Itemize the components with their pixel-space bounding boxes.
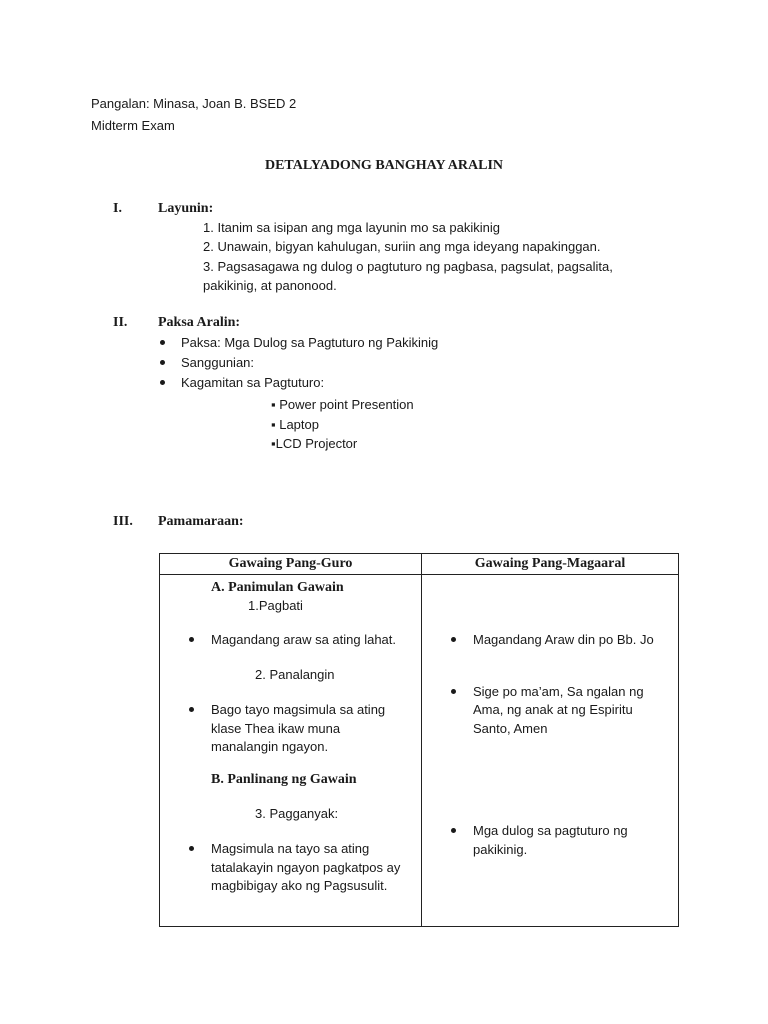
bullet-icon bbox=[160, 380, 165, 385]
student-answer-line-2: pakikinig. bbox=[473, 842, 528, 857]
part-a-heading: A. Panimulan Gawain bbox=[211, 580, 344, 595]
step-1-label: 1.Pagbati bbox=[248, 598, 303, 613]
bullet-icon bbox=[189, 707, 194, 712]
bullet-icon bbox=[160, 340, 165, 345]
topic-item: Paksa: Mga Dulog sa Pagtuturo ng Pakikinig bbox=[181, 335, 439, 350]
teacher-motivation-line-1: Magsimula na tayo sa ating bbox=[211, 841, 370, 856]
objective-3-continued: pakikinig, at panonood. bbox=[203, 278, 337, 293]
material-projector: ▪LCD Projector bbox=[271, 436, 358, 451]
bullet-icon bbox=[451, 828, 456, 833]
student-prayer-line-3: Santo, Amen bbox=[473, 721, 548, 736]
material-powerpoint: ▪ Power point Presention bbox=[271, 397, 414, 412]
reference-item: Sanggunian: bbox=[181, 355, 255, 370]
bullet-icon bbox=[189, 846, 194, 851]
procedure-table bbox=[159, 553, 679, 927]
material-laptop: ▪ Laptop bbox=[271, 417, 319, 432]
section-3-heading: Pamamaraan: bbox=[158, 514, 244, 529]
step-2-label: 2. Panalangin bbox=[255, 667, 335, 682]
objective-1: 1. Itanim sa isipan ang mga layunin mo sa pakikinig bbox=[203, 220, 500, 235]
bullet-icon bbox=[160, 360, 165, 365]
exam-label: Midterm Exam bbox=[91, 118, 175, 133]
section-1-heading: Layunin: bbox=[158, 201, 214, 216]
section-3-numeral: III. bbox=[113, 514, 133, 529]
student-prayer-line-1: Sige po ma’am, Sa ngalan ng bbox=[473, 684, 644, 699]
student-prayer-line-2: Ama, ng anak at ng Espiritu bbox=[473, 702, 633, 717]
bullet-icon bbox=[451, 637, 456, 642]
student-greeting: Magandang Araw din po Bb. Jo bbox=[473, 632, 654, 647]
teacher-motivation-line-2: tatalakayin ngayon pagkatpos ay bbox=[211, 860, 401, 875]
bullet-icon bbox=[451, 689, 456, 694]
document-title: DETALYADONG BANGHAY ARALIN bbox=[264, 158, 504, 173]
teacher-prayer-line-2: klase Thea ikaw muna bbox=[211, 721, 341, 736]
student-answer-line-1: Mga dulog sa pagtuturo ng bbox=[473, 823, 628, 838]
materials-item: Kagamitan sa Pagtuturo: bbox=[181, 375, 325, 390]
section-1-numeral: I. bbox=[113, 201, 122, 216]
teacher-activities-cell bbox=[160, 575, 422, 927]
student-column-header: Gawaing Pang-Magaaral bbox=[422, 554, 679, 575]
section-2-numeral: II. bbox=[113, 315, 128, 330]
bullet-icon bbox=[189, 637, 194, 642]
part-b-heading: B. Panlinang ng Gawain bbox=[211, 772, 357, 787]
student-name-line: Pangalan: Minasa, Joan B. BSED 2 bbox=[91, 96, 297, 111]
section-2-heading: Paksa Aralin: bbox=[158, 315, 241, 330]
teacher-motivation-line-3: magbibigay ako ng Pagsusulit. bbox=[211, 878, 388, 893]
objective-2: 2. Unawain, bigyan kahulugan, suriin ang mga ideyang napakinggan. bbox=[203, 239, 601, 254]
student-activities-cell bbox=[422, 575, 679, 927]
step-3-label: 3. Pagganyak: bbox=[255, 806, 339, 821]
teacher-column-header: Gawaing Pang-Guro bbox=[160, 554, 422, 575]
teacher-greeting: Magandang araw sa ating lahat. bbox=[211, 632, 397, 647]
objective-3: 3. Pagsasagawa ng dulog o pagtuturo ng pagbasa, pagsulat, pagsalita, bbox=[203, 259, 613, 274]
teacher-prayer-line-3: manalangin ngayon. bbox=[211, 739, 329, 754]
teacher-prayer-line-1: Bago tayo magsimula sa ating bbox=[211, 702, 386, 717]
